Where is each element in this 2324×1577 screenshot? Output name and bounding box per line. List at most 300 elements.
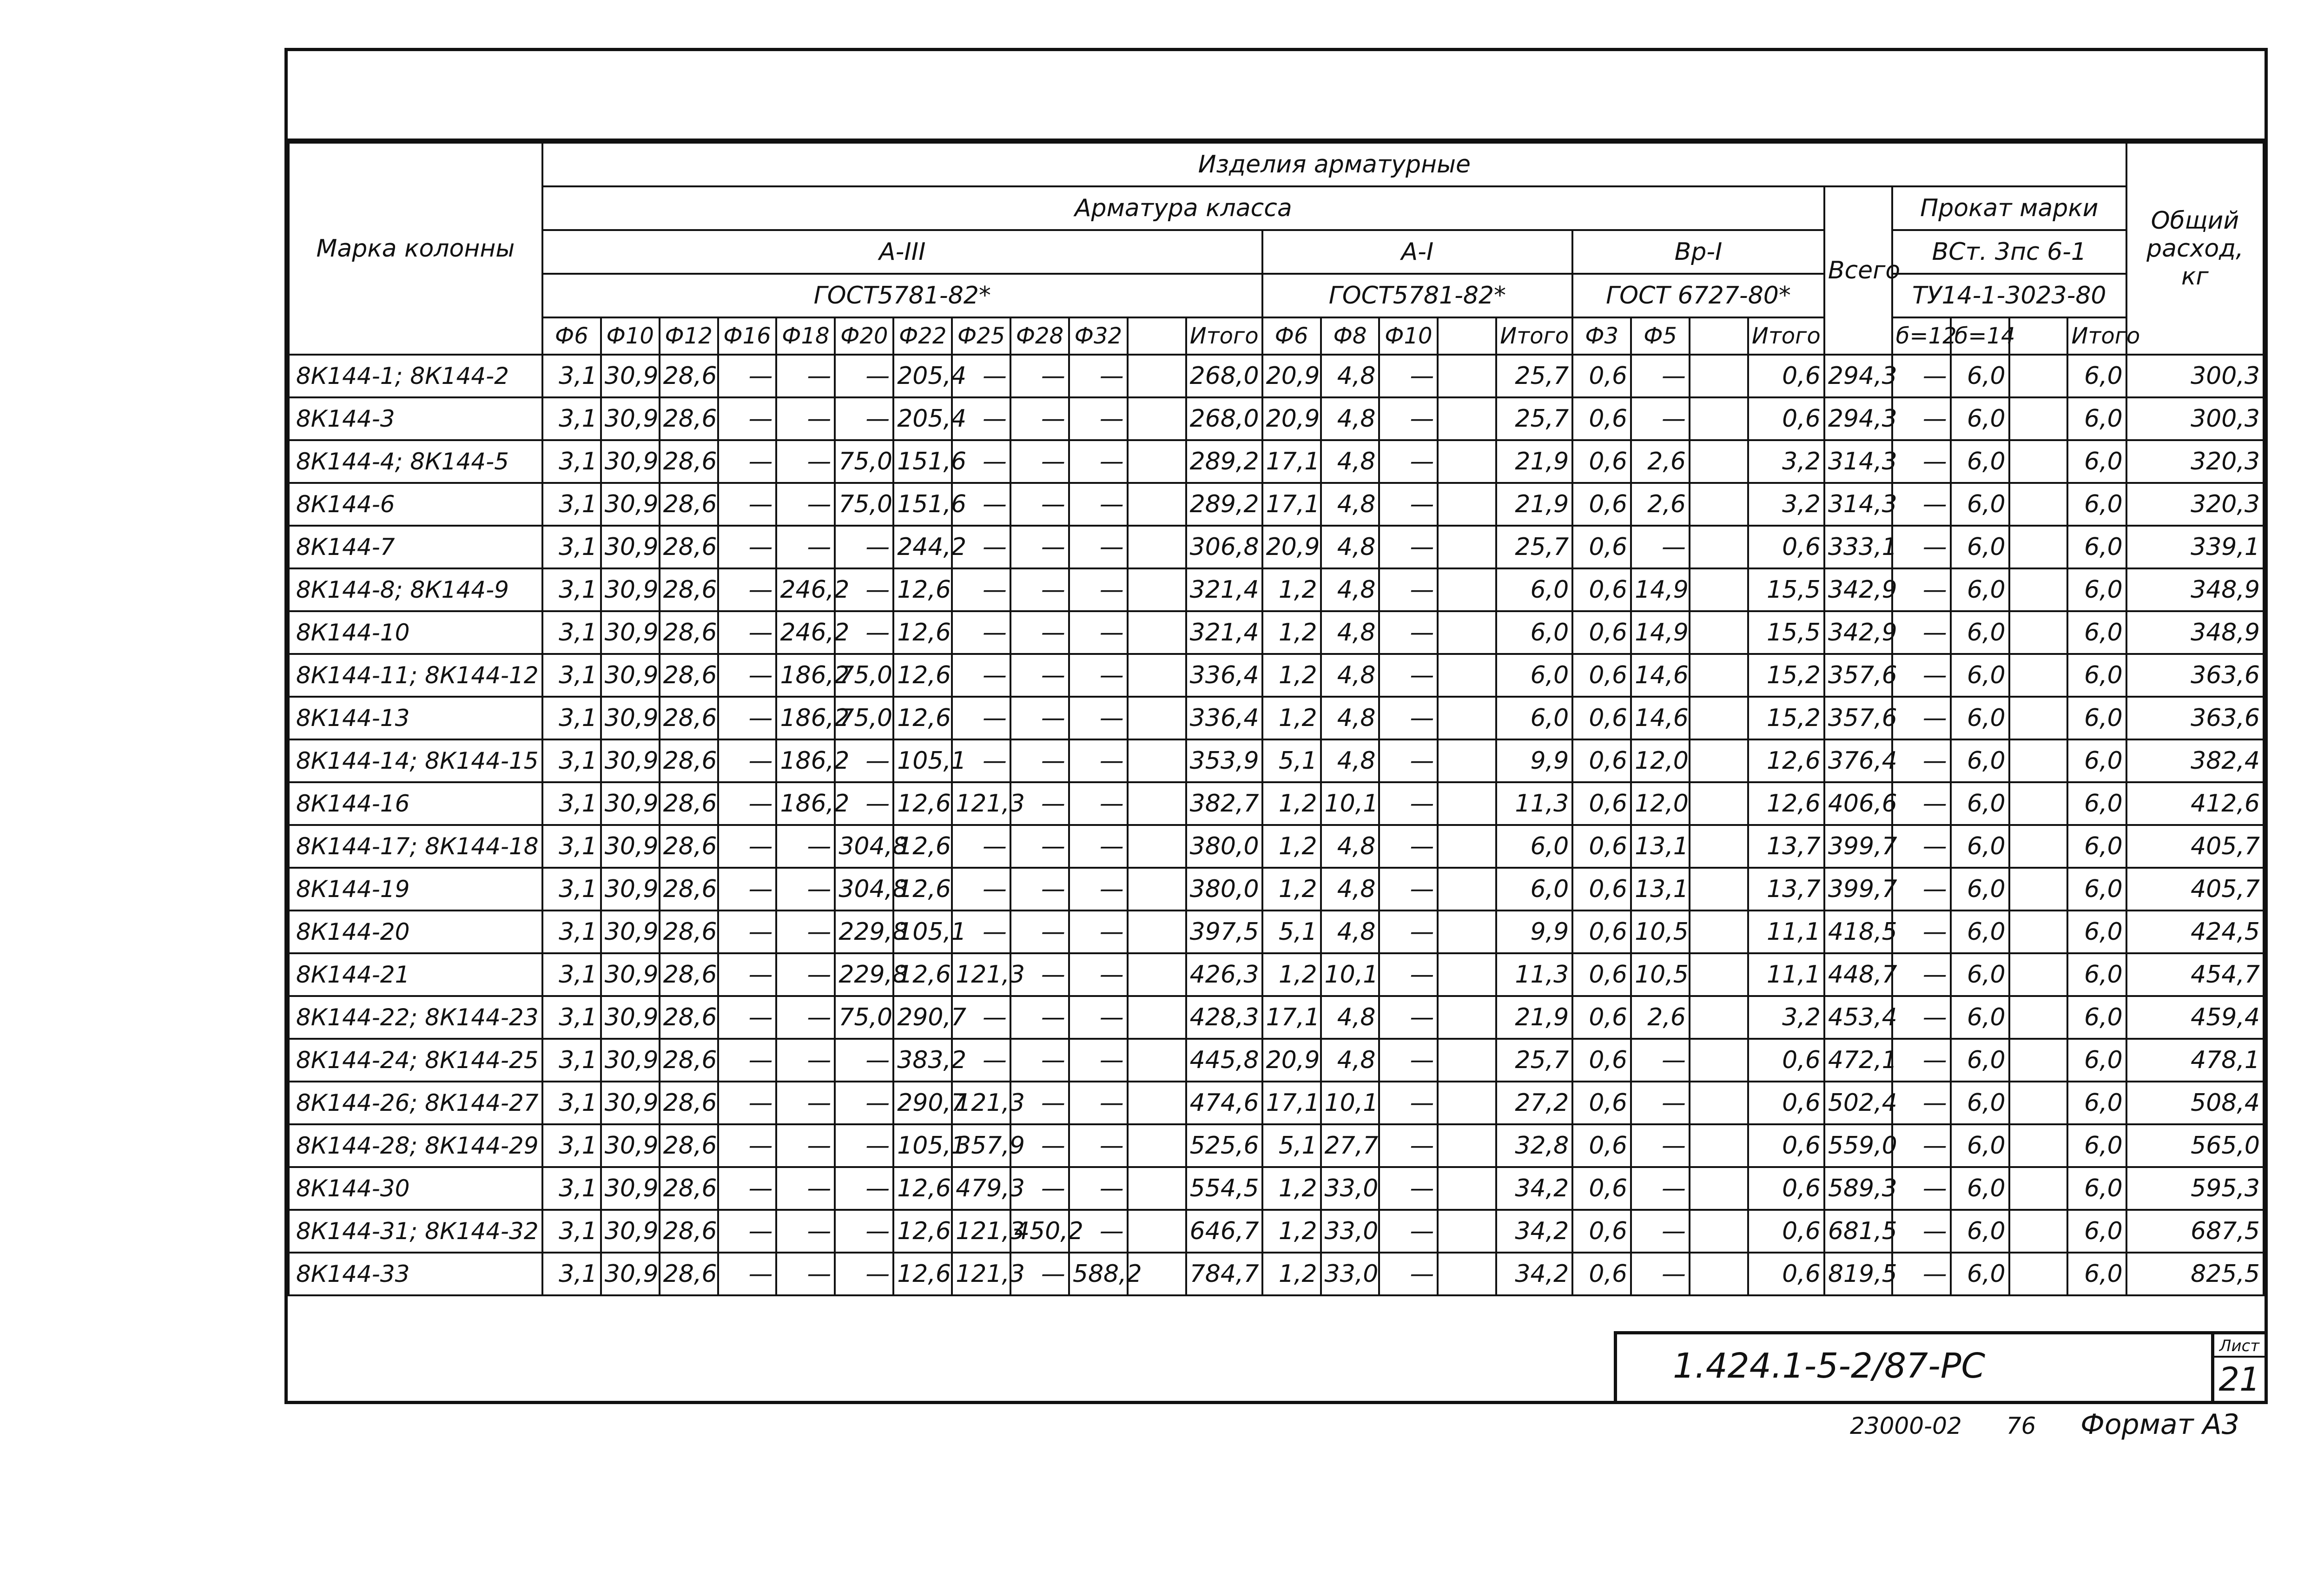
- row-mark-cell: 8К144-19: [289, 868, 542, 911]
- row-value-cell: 244,2: [893, 526, 952, 568]
- row-value-cell: 6,0: [2067, 483, 2126, 526]
- row-value-cell: 6,0: [2067, 1167, 2126, 1210]
- row-value-cell: —: [1892, 953, 1951, 996]
- row-value-cell: 6,0: [1951, 697, 2009, 739]
- sub-header-a3-0: Ф6: [542, 317, 601, 355]
- row-value-cell: 6,0: [1951, 996, 2009, 1039]
- row-value-cell: [1128, 440, 1186, 483]
- row-value-cell: 479,3: [952, 1167, 1010, 1210]
- row-value-cell: 3,1: [542, 611, 601, 654]
- row-value-cell: 21,9: [1496, 483, 1572, 526]
- row-value-cell: 472,1: [1824, 1039, 1892, 1082]
- row-value-cell: [2009, 1253, 2068, 1295]
- row-value-cell: —: [718, 782, 777, 825]
- row-value-cell: 0,6: [1572, 996, 1631, 1039]
- row-value-cell: 12,0: [1631, 782, 1690, 825]
- row-value-cell: —: [718, 996, 777, 1039]
- row-value-cell: [1690, 739, 1748, 782]
- row-mark-cell: 8К144-31; 8К144-32: [289, 1210, 542, 1253]
- row-value-cell: —: [1379, 825, 1438, 868]
- rolled-grade: ВСт. 3пс 6-1: [1892, 230, 2126, 274]
- row-mark-cell: 8К144-30: [289, 1167, 542, 1210]
- row-value-cell: —: [1069, 782, 1128, 825]
- row-value-cell: —: [1010, 953, 1069, 996]
- row-value-cell: 10,1: [1321, 953, 1380, 996]
- row-value-cell: [2009, 953, 2068, 996]
- row-value-cell: 28,6: [660, 782, 718, 825]
- row-value-cell: 426,3: [1186, 953, 1262, 996]
- row-value-cell: —: [835, 397, 893, 440]
- row-value-cell: —: [1892, 611, 1951, 654]
- row-value-cell: 6,0: [1951, 355, 2009, 397]
- row-value-cell: 17,1: [1262, 996, 1321, 1039]
- table-row: [289, 355, 2264, 397]
- row-value-cell: —: [952, 483, 1010, 526]
- row-value-cell: 6,0: [1496, 654, 1572, 697]
- row-value-cell: 75,0: [835, 996, 893, 1039]
- row-value-cell: 380,0: [1186, 825, 1262, 868]
- row-value-cell: [2009, 739, 2068, 782]
- overall-consumption-header: Общий расход, кг: [2126, 143, 2264, 355]
- row-value-cell: [1438, 611, 1496, 654]
- row-value-cell: 383,2: [893, 1039, 952, 1082]
- row-value-cell: 6,0: [2067, 1039, 2126, 1082]
- row-value-cell: —: [776, 440, 835, 483]
- row-value-cell: 453,4: [1824, 996, 1892, 1039]
- row-value-cell: [1128, 355, 1186, 397]
- row-value-cell: —: [1379, 483, 1438, 526]
- sub-header-a3-10: [1128, 317, 1186, 355]
- row-value-cell: —: [1631, 526, 1690, 568]
- row-value-cell: 0,6: [1572, 526, 1631, 568]
- row-value-cell: [1690, 1210, 1748, 1253]
- row-value-cell: 151,6: [893, 440, 952, 483]
- sub-header-a3-5: Ф20: [835, 317, 893, 355]
- top-blank-band: [288, 51, 2265, 142]
- table-row: [289, 739, 2264, 782]
- row-value-cell: [1128, 996, 1186, 1039]
- row-value-cell: [1438, 782, 1496, 825]
- class-bp1-gost: ГОСТ 6727-80*: [1572, 274, 1824, 317]
- row-value-cell: —: [1069, 483, 1128, 526]
- row-value-cell: 321,4: [1186, 568, 1262, 611]
- row-value-cell: —: [1631, 1039, 1690, 1082]
- row-value-cell: —: [1379, 526, 1438, 568]
- row-value-cell: 12,6: [893, 697, 952, 739]
- row-value-cell: [1128, 782, 1186, 825]
- row-value-cell: [1128, 911, 1186, 953]
- row-value-cell: —: [1010, 526, 1069, 568]
- row-value-cell: 0,6: [1572, 697, 1631, 739]
- row-value-cell: 28,6: [660, 953, 718, 996]
- row-value-cell: —: [1379, 1167, 1438, 1210]
- row-value-cell: 30,9: [601, 825, 660, 868]
- table-row: [289, 1039, 2264, 1082]
- row-value-cell: —: [1892, 739, 1951, 782]
- row-value-cell: 4,8: [1321, 996, 1380, 1039]
- row-value-cell: [1128, 697, 1186, 739]
- row-value-cell: 28,6: [660, 654, 718, 697]
- row-value-cell: 6,0: [1951, 568, 2009, 611]
- row-value-cell: —: [835, 739, 893, 782]
- row-value-cell: —: [1892, 1253, 1951, 1295]
- row-value-cell: 6,0: [2067, 440, 2126, 483]
- row-value-cell: 6,0: [1951, 397, 2009, 440]
- row-value-cell: 28,6: [660, 911, 718, 953]
- row-value-cell: [1128, 868, 1186, 911]
- row-value-cell: [2009, 397, 2068, 440]
- row-value-cell: —: [718, 1210, 777, 1253]
- row-value-cell: —: [1892, 568, 1951, 611]
- row-value-cell: 3,1: [542, 911, 601, 953]
- row-value-cell: —: [718, 611, 777, 654]
- row-value-cell: 294,3: [1824, 355, 1892, 397]
- row-value-cell: [2009, 611, 2068, 654]
- row-value-cell: 28,6: [660, 1082, 718, 1124]
- row-value-cell: 300,3: [2126, 397, 2264, 440]
- row-value-cell: 186,2: [776, 782, 835, 825]
- row-value-cell: 20,9: [1262, 355, 1321, 397]
- row-value-cell: —: [776, 483, 835, 526]
- row-value-cell: 3,1: [542, 654, 601, 697]
- row-value-cell: —: [1631, 1124, 1690, 1167]
- row-mark-cell: 8К144-26; 8К144-27: [289, 1082, 542, 1124]
- row-value-cell: 6,0: [1951, 526, 2009, 568]
- row-value-cell: [1128, 1167, 1186, 1210]
- row-value-cell: 121,3: [952, 1082, 1010, 1124]
- row-value-cell: [1690, 996, 1748, 1039]
- row-value-cell: —: [952, 996, 1010, 1039]
- class-a3-name: А-III: [542, 230, 1262, 274]
- row-value-cell: 4,8: [1321, 697, 1380, 739]
- row-value-cell: [1128, 1082, 1186, 1124]
- row-value-cell: 321,4: [1186, 611, 1262, 654]
- row-value-cell: —: [1379, 1039, 1438, 1082]
- row-value-cell: 399,7: [1824, 868, 1892, 911]
- row-value-cell: 0,6: [1572, 1167, 1631, 1210]
- sub-header-a3-6: Ф22: [893, 317, 952, 355]
- row-value-cell: —: [1892, 355, 1951, 397]
- row-value-cell: 397,5: [1186, 911, 1262, 953]
- row-value-cell: 30,9: [601, 1167, 660, 1210]
- row-value-cell: —: [718, 697, 777, 739]
- row-mark-cell: 8К144-13: [289, 697, 542, 739]
- row-value-cell: 12,6: [893, 1210, 952, 1253]
- row-value-cell: 6,0: [1951, 1124, 2009, 1167]
- row-value-cell: 20,9: [1262, 526, 1321, 568]
- row-value-cell: —: [952, 526, 1010, 568]
- row-value-cell: —: [1892, 526, 1951, 568]
- row-value-cell: [2009, 1167, 2068, 1210]
- row-value-cell: —: [1892, 440, 1951, 483]
- row-value-cell: 229,8: [835, 911, 893, 953]
- row-value-cell: 3,2: [1748, 440, 1824, 483]
- row-value-cell: —: [952, 611, 1010, 654]
- row-value-cell: —: [1892, 1082, 1951, 1124]
- row-value-cell: 405,7: [2126, 868, 2264, 911]
- row-value-cell: 30,9: [601, 911, 660, 953]
- row-value-cell: —: [1069, 654, 1128, 697]
- row-value-cell: 12,6: [893, 1167, 952, 1210]
- row-mark-cell: 8К144-8; 8К144-9: [289, 568, 542, 611]
- row-value-cell: 382,4: [2126, 739, 2264, 782]
- row-value-cell: 14,9: [1631, 611, 1690, 654]
- row-value-cell: 289,2: [1186, 483, 1262, 526]
- row-value-cell: —: [1069, 1167, 1128, 1210]
- row-value-cell: —: [1069, 611, 1128, 654]
- table-row: [289, 654, 2264, 697]
- row-value-cell: 1,2: [1262, 953, 1321, 996]
- row-value-cell: 445,8: [1186, 1039, 1262, 1082]
- row-value-cell: —: [952, 739, 1010, 782]
- row-value-cell: 2,6: [1631, 996, 1690, 1039]
- row-value-cell: 0,6: [1572, 1124, 1631, 1167]
- row-value-cell: 0,6: [1572, 953, 1631, 996]
- table-row: [289, 1167, 2264, 1210]
- row-value-cell: 30,9: [601, 654, 660, 697]
- row-value-cell: —: [776, 397, 835, 440]
- row-value-cell: 15,5: [1748, 568, 1824, 611]
- row-value-cell: 1,2: [1262, 611, 1321, 654]
- row-value-cell: —: [1892, 1124, 1951, 1167]
- row-value-cell: —: [1010, 355, 1069, 397]
- row-value-cell: 6,0: [2067, 654, 2126, 697]
- row-value-cell: 1,2: [1262, 1167, 1321, 1210]
- row-value-cell: —: [718, 526, 777, 568]
- row-value-cell: —: [1010, 1124, 1069, 1167]
- row-value-cell: 304,8: [835, 868, 893, 911]
- sheet-format: Формат А3: [2080, 1408, 2239, 1441]
- row-value-cell: 3,1: [542, 568, 601, 611]
- row-value-cell: —: [1379, 355, 1438, 397]
- row-value-cell: 121,3: [952, 782, 1010, 825]
- row-value-cell: 30,9: [601, 868, 660, 911]
- row-value-cell: [1438, 1167, 1496, 1210]
- row-value-cell: 784,7: [1186, 1253, 1262, 1295]
- row-value-cell: [1128, 397, 1186, 440]
- row-value-cell: 27,7: [1321, 1124, 1380, 1167]
- row-value-cell: 0,6: [1572, 568, 1631, 611]
- row-value-cell: 6,0: [1951, 440, 2009, 483]
- row-value-cell: 0,6: [1572, 355, 1631, 397]
- row-value-cell: 502,4: [1824, 1082, 1892, 1124]
- row-mark-cell: 8К144-22; 8К144-23: [289, 996, 542, 1039]
- row-value-cell: [1438, 868, 1496, 911]
- row-value-cell: 10,1: [1321, 1082, 1380, 1124]
- row-value-cell: 30,9: [601, 1210, 660, 1253]
- row-mark-cell: 8К144-10: [289, 611, 542, 654]
- row-value-cell: [1128, 568, 1186, 611]
- row-value-cell: 4,8: [1321, 483, 1380, 526]
- row-value-cell: 6,0: [1496, 568, 1572, 611]
- row-value-cell: 357,6: [1824, 697, 1892, 739]
- row-value-cell: 205,4: [893, 397, 952, 440]
- row-value-cell: 6,0: [2067, 355, 2126, 397]
- row-value-cell: 15,2: [1748, 654, 1824, 697]
- row-mark-cell: 8К144-33: [289, 1253, 542, 1295]
- row-value-cell: 6,0: [2067, 911, 2126, 953]
- row-value-cell: 3,1: [542, 355, 601, 397]
- row-value-cell: 0,6: [1748, 1124, 1824, 1167]
- row-value-cell: —: [1379, 568, 1438, 611]
- row-value-cell: [2009, 1039, 2068, 1082]
- row-value-cell: [1690, 953, 1748, 996]
- row-value-cell: [1438, 440, 1496, 483]
- row-value-cell: 105,1: [893, 739, 952, 782]
- row-value-cell: 5,1: [1262, 911, 1321, 953]
- row-value-cell: —: [718, 911, 777, 953]
- row-value-cell: 28,6: [660, 1039, 718, 1082]
- row-value-cell: —: [952, 911, 1010, 953]
- row-value-cell: —: [952, 1039, 1010, 1082]
- row-value-cell: —: [1892, 996, 1951, 1039]
- sub-header-bp1-0: Ф3: [1572, 317, 1631, 355]
- row-value-cell: 0,6: [1572, 739, 1631, 782]
- sub-header-a3-4: Ф18: [776, 317, 835, 355]
- row-value-cell: —: [1631, 1167, 1690, 1210]
- row-value-cell: 4,8: [1321, 825, 1380, 868]
- row-value-cell: [1438, 739, 1496, 782]
- row-value-cell: —: [1010, 654, 1069, 697]
- row-value-cell: —: [718, 953, 777, 996]
- row-value-cell: 30,9: [601, 611, 660, 654]
- row-value-cell: 12,6: [893, 953, 952, 996]
- row-value-cell: 4,8: [1321, 526, 1380, 568]
- row-value-cell: —: [952, 825, 1010, 868]
- row-value-cell: —: [776, 953, 835, 996]
- row-value-cell: 12,6: [1748, 782, 1824, 825]
- row-mark-cell: 8К144-11; 8К144-12: [289, 654, 542, 697]
- class-a1-gost: ГОСТ5781-82*: [1262, 274, 1573, 317]
- row-value-cell: [2009, 996, 2068, 1039]
- row-value-cell: 13,1: [1631, 868, 1690, 911]
- row-value-cell: —: [776, 355, 835, 397]
- row-value-cell: 6,0: [1496, 868, 1572, 911]
- row-value-cell: —: [1892, 483, 1951, 526]
- row-value-cell: 20,9: [1262, 1039, 1321, 1082]
- row-value-cell: [1128, 526, 1186, 568]
- row-value-cell: 304,8: [835, 825, 893, 868]
- row-value-cell: 11,1: [1748, 953, 1824, 996]
- row-value-cell: 6,0: [2067, 611, 2126, 654]
- row-value-cell: 6,0: [1951, 611, 2009, 654]
- rolled-spec: ТУ14-1-3023-80: [1892, 274, 2126, 317]
- row-value-cell: [1438, 1253, 1496, 1295]
- row-value-cell: —: [952, 440, 1010, 483]
- row-value-cell: —: [1379, 697, 1438, 739]
- row-value-cell: —: [1379, 1253, 1438, 1295]
- row-value-cell: 13,1: [1631, 825, 1690, 868]
- row-value-cell: [2009, 568, 2068, 611]
- row-value-cell: 0,6: [1572, 440, 1631, 483]
- row-value-cell: [1438, 825, 1496, 868]
- row-value-cell: [1438, 355, 1496, 397]
- row-value-cell: 30,9: [601, 1253, 660, 1295]
- row-value-cell: 28,6: [660, 483, 718, 526]
- table-row: [289, 1082, 2264, 1124]
- sub-header-a3-1: Ф10: [601, 317, 660, 355]
- row-value-cell: 342,9: [1824, 611, 1892, 654]
- row-value-cell: [1128, 1039, 1186, 1082]
- row-value-cell: 30,9: [601, 440, 660, 483]
- row-value-cell: 28,6: [660, 1253, 718, 1295]
- row-value-cell: 0,6: [1748, 397, 1824, 440]
- sheet-number: 21: [2218, 1360, 2260, 1399]
- row-value-cell: 405,7: [2126, 825, 2264, 868]
- row-mark-cell: 8К144-28; 8К144-29: [289, 1124, 542, 1167]
- row-value-cell: 290,7: [893, 996, 952, 1039]
- subgroup-title: Арматура класса: [542, 186, 1824, 230]
- row-value-cell: —: [1379, 654, 1438, 697]
- row-value-cell: —: [1069, 996, 1128, 1039]
- row-value-cell: —: [835, 1039, 893, 1082]
- row-value-cell: [1690, 697, 1748, 739]
- row-value-cell: 2,6: [1631, 440, 1690, 483]
- row-value-cell: 6,0: [1496, 611, 1572, 654]
- row-value-cell: 4,8: [1321, 397, 1380, 440]
- row-value-cell: 4,8: [1321, 611, 1380, 654]
- row-value-cell: —: [1010, 868, 1069, 911]
- row-value-cell: 3,1: [542, 1039, 601, 1082]
- row-value-cell: 3,1: [542, 996, 601, 1039]
- row-value-cell: 17,1: [1262, 440, 1321, 483]
- row-value-cell: 186,2: [776, 739, 835, 782]
- row-value-cell: —: [1069, 911, 1128, 953]
- row-value-cell: 0,6: [1572, 611, 1631, 654]
- row-value-cell: 12,6: [893, 568, 952, 611]
- row-value-cell: [1690, 440, 1748, 483]
- row-value-cell: 589,3: [1824, 1167, 1892, 1210]
- row-value-cell: [1690, 526, 1748, 568]
- row-value-cell: 336,4: [1186, 697, 1262, 739]
- row-value-cell: 12,6: [893, 868, 952, 911]
- row-value-cell: —: [1379, 953, 1438, 996]
- row-value-cell: —: [1010, 825, 1069, 868]
- row-value-cell: 30,9: [601, 483, 660, 526]
- row-value-cell: 3,1: [542, 1082, 601, 1124]
- row-value-cell: —: [718, 825, 777, 868]
- row-value-cell: —: [835, 611, 893, 654]
- row-value-cell: —: [1379, 397, 1438, 440]
- row-value-cell: —: [1010, 739, 1069, 782]
- row-value-cell: 3,1: [542, 697, 601, 739]
- row-value-cell: [1438, 1124, 1496, 1167]
- row-value-cell: —: [835, 1082, 893, 1124]
- row-value-cell: [2009, 1082, 2068, 1124]
- row-value-cell: 6,0: [2067, 526, 2126, 568]
- row-value-cell: 0,6: [1572, 654, 1631, 697]
- row-value-cell: [2009, 911, 2068, 953]
- row-value-cell: [1690, 911, 1748, 953]
- row-value-cell: —: [1010, 1039, 1069, 1082]
- row-value-cell: —: [718, 355, 777, 397]
- row-value-cell: 0,6: [1572, 1253, 1631, 1295]
- row-value-cell: [1438, 1039, 1496, 1082]
- row-value-cell: 121,3: [952, 1253, 1010, 1295]
- row-value-cell: 28,6: [660, 697, 718, 739]
- row-value-cell: —: [1010, 397, 1069, 440]
- row-value-cell: 205,4: [893, 355, 952, 397]
- row-value-cell: [2009, 654, 2068, 697]
- row-value-cell: 559,0: [1824, 1124, 1892, 1167]
- row-value-cell: —: [1069, 440, 1128, 483]
- row-value-cell: —: [1892, 697, 1951, 739]
- row-value-cell: 30,9: [601, 397, 660, 440]
- row-value-cell: —: [952, 697, 1010, 739]
- row-value-cell: 289,2: [1186, 440, 1262, 483]
- row-value-cell: 9,9: [1496, 739, 1572, 782]
- footer: [1850, 1408, 2239, 1441]
